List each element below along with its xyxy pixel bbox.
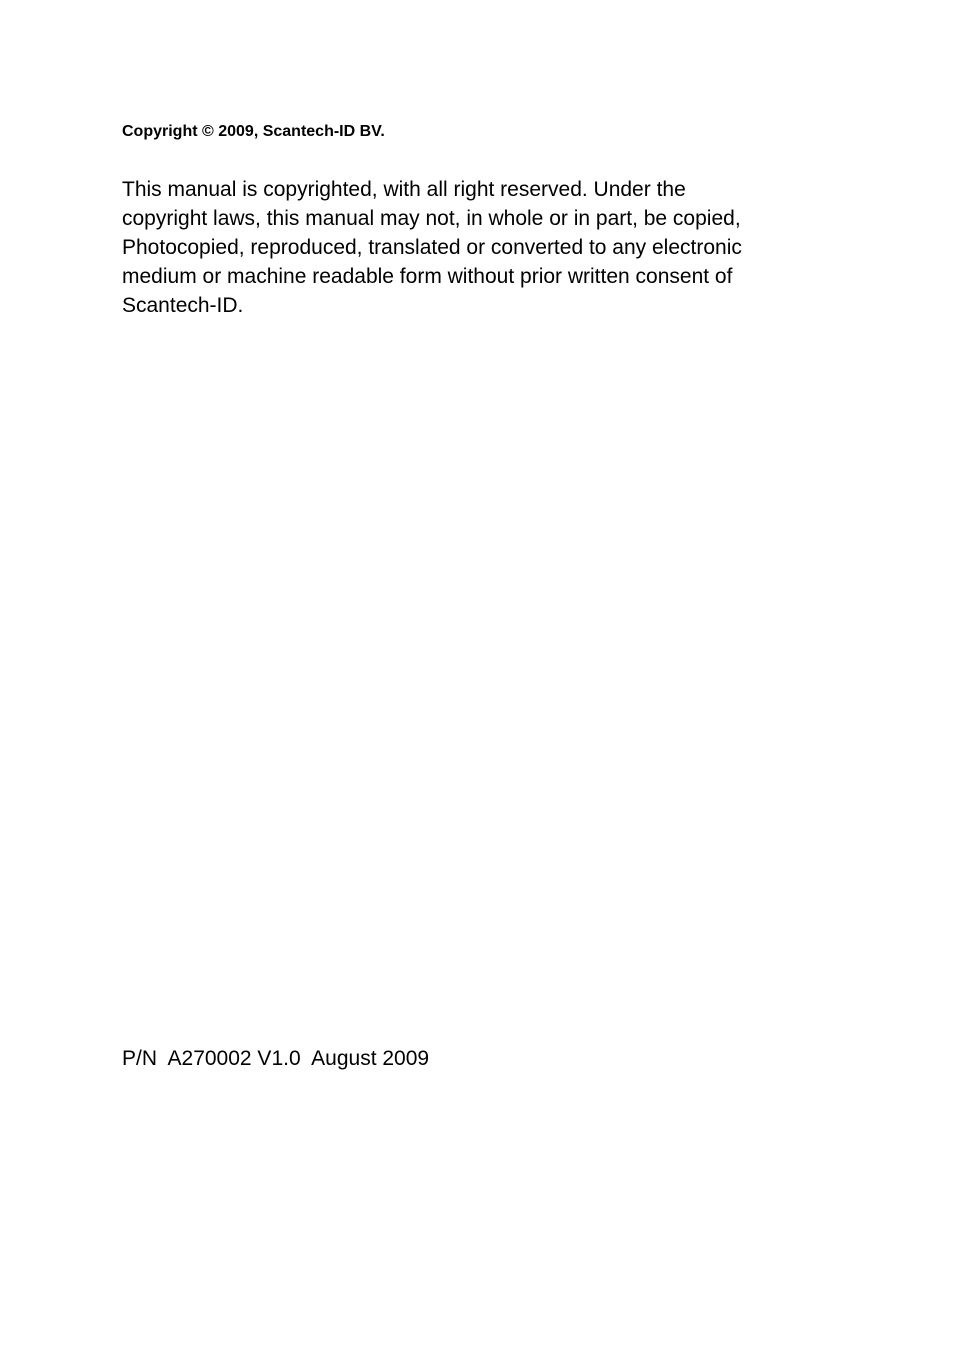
notice-line: Scantech-ID. <box>122 294 244 317</box>
notice-line: This manual is copyrighted, with all right reserved. Under the <box>122 178 686 201</box>
notice-line: medium or machine readable form without prior written consent of <box>122 265 733 288</box>
notice-line: copyright laws, this manual may not, in whole or in part, be copied, <box>122 207 741 230</box>
copyright-line: Copyright © 2009, Scantech-ID BV. <box>122 123 385 140</box>
part-number-line: P/N A270002 V1.0 August 2009 <box>122 1047 430 1070</box>
copyright-notice <box>122 175 742 320</box>
notice-line: Photocopied, reproduced, translated or converted to any electronic <box>122 236 742 259</box>
